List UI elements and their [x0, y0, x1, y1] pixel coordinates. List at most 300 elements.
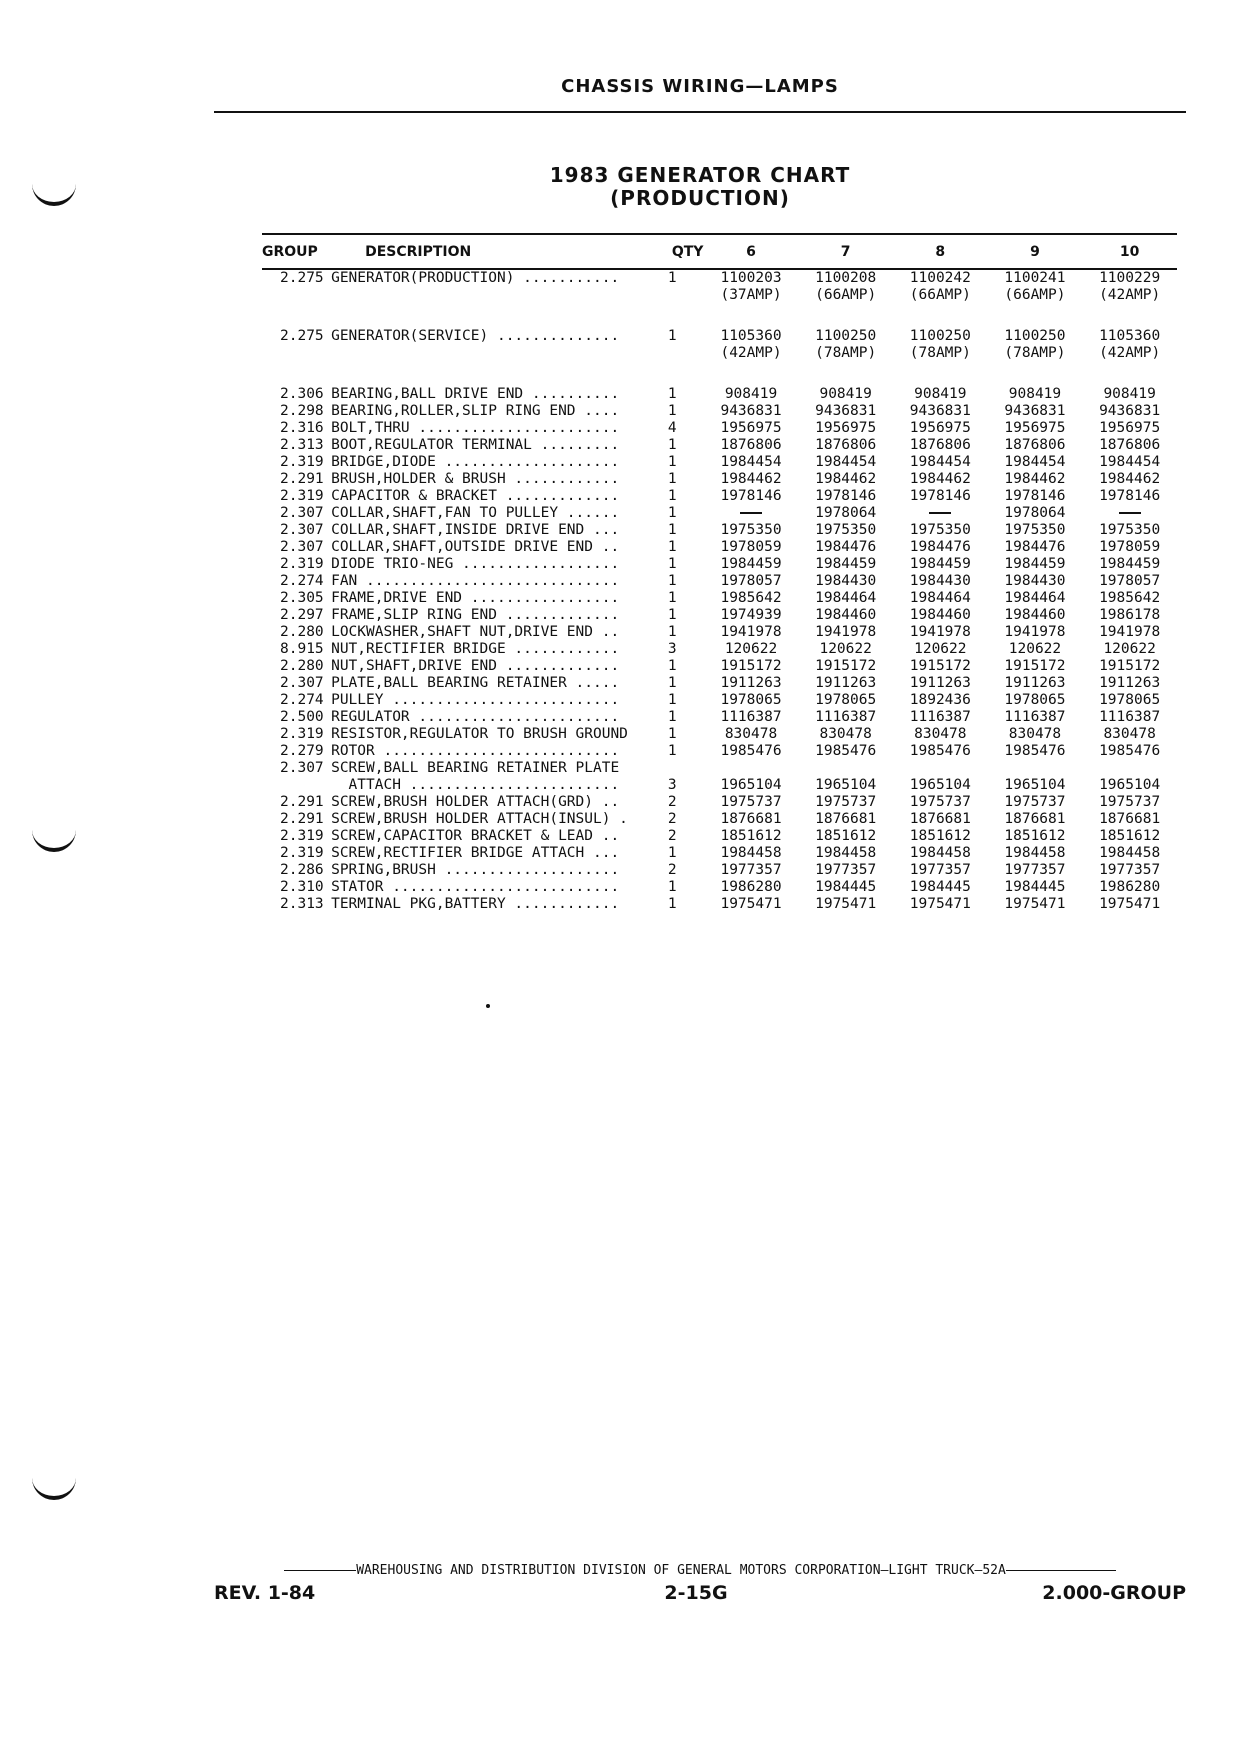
cell-part-number: (78AMP)	[909, 345, 971, 361]
cell-description: DIODE TRIO-NEG ..................	[331, 556, 628, 572]
footer-division-text: WAREHOUSING AND DISTRIBUTION DIVISION OF GENERAL MOTORS CORPORATION—LIGHT TRUCK—52A	[356, 1563, 1006, 1578]
cell-part-number: 1965104	[720, 777, 782, 793]
cell-description: BOLT,THRU .......................	[331, 420, 628, 436]
cell-qty: 1	[667, 675, 677, 691]
cell-qty	[666, 760, 704, 777]
cell-group: 2.307	[280, 522, 324, 538]
cell-description: BOOT,REGULATOR TERMINAL .........	[331, 437, 628, 453]
cell-part-number: 1984454	[1099, 454, 1161, 470]
cell-part-number: 1986178	[1099, 607, 1161, 623]
cell-part-number: 1975350	[815, 522, 877, 538]
cell-part-number: 1876806	[720, 437, 782, 453]
cell-part-number: 1984459	[1004, 556, 1066, 572]
cell-group: 2.307	[280, 760, 324, 776]
cell-part-number: 1851612	[815, 828, 877, 844]
cell-qty	[666, 287, 704, 304]
cell-part-number: 9436831	[1099, 403, 1161, 419]
cell-part-number: 1975471	[909, 896, 971, 912]
cell-part-number: 1984464	[815, 590, 877, 606]
table-row	[262, 287, 1177, 304]
cell-description: BRUSH,HOLDER & BRUSH ............	[331, 471, 628, 487]
cell-part-number: 1876806	[1004, 437, 1066, 453]
cell-part-number: (66AMP)	[1004, 287, 1066, 303]
cell-description: BEARING,ROLLER,SLIP RING END ....	[331, 403, 628, 419]
cell-part-number: 908419	[1008, 386, 1062, 402]
cell-part-number: (42AMP)	[1099, 345, 1161, 361]
cell-part-number: 1984430	[815, 573, 877, 589]
cell-description: COLLAR,SHAFT,OUTSIDE DRIVE END ..	[331, 539, 628, 555]
cell-part-number	[1082, 760, 1177, 777]
cell-part-number: 830478	[724, 726, 778, 742]
cell-description: NUT,SHAFT,DRIVE END .............	[331, 658, 628, 674]
cell-description: BRIDGE,DIODE ....................	[331, 454, 628, 470]
cell-part-number: 1956975	[720, 420, 782, 436]
cell-part-number: 1984458	[909, 845, 971, 861]
cell-qty: 1	[667, 488, 677, 504]
cell-group: 2.275	[280, 270, 324, 286]
cell-part-number: 1984476	[1004, 539, 1066, 555]
cell-group: 2.280	[280, 658, 324, 674]
table-row	[262, 471, 1177, 488]
cell-part-number: 1975737	[1099, 794, 1161, 810]
cell-description: ATTACH ........................	[331, 777, 628, 793]
cell-part-number: 9436831	[1004, 403, 1066, 419]
cell-group: 2.279	[280, 743, 324, 759]
cell-part-number: 1978059	[720, 539, 782, 555]
cell-description: SCREW,RECTIFIER BRIDGE ATTACH ...	[331, 845, 628, 861]
cell-part-number: 1851612	[720, 828, 782, 844]
cell-part-number: 1978064	[815, 505, 877, 521]
cell-group: 2.310	[280, 879, 324, 895]
cell-group: 2.319	[280, 488, 324, 504]
table-row	[262, 794, 1177, 811]
cell-part-number	[893, 505, 988, 522]
cell-description: RESISTOR,REGULATOR TO BRUSH GROUND	[331, 726, 637, 742]
cell-description: GENERATOR(SERVICE) ..............	[331, 328, 628, 344]
cell-part-number: (66AMP)	[909, 287, 971, 303]
cell-qty: 3	[667, 777, 677, 793]
cell-part-number: 1911263	[720, 675, 782, 691]
cell-part-number: 1978057	[720, 573, 782, 589]
cell-group	[262, 345, 325, 362]
cell-part-number: 1975350	[909, 522, 971, 538]
cell-qty: 1	[667, 556, 677, 572]
chart-title-line-2: (PRODUCTION)	[610, 186, 790, 210]
cell-description: TERMINAL PKG,BATTERY ............	[331, 896, 628, 912]
cell-part-number: 1956975	[1004, 420, 1066, 436]
cell-part-number: 1978064	[1004, 505, 1066, 521]
cell-part-number: (42AMP)	[720, 345, 782, 361]
cell-part-number: 1984464	[909, 590, 971, 606]
cell-part-number: 1984460	[815, 607, 877, 623]
cell-part-number: 1876681	[815, 811, 877, 827]
cell-part-number: 1911263	[1099, 675, 1161, 691]
table-row	[262, 403, 1177, 420]
column-header-qty: QTY	[666, 234, 704, 269]
cell-qty: 1	[667, 471, 677, 487]
cell-group: 2.319	[280, 828, 324, 844]
table-row	[262, 556, 1177, 573]
cell-part-number: 1851612	[1004, 828, 1066, 844]
table-row	[262, 743, 1177, 760]
cell-part-number: 908419	[914, 386, 967, 402]
cell-part-number: 1978065	[720, 692, 782, 708]
cell-description: REGULATOR .......................	[331, 709, 628, 725]
cell-part-number: 1116387	[815, 709, 877, 725]
cell-part-number: 1978146	[720, 488, 782, 504]
cell-part-number: 1876681	[720, 811, 782, 827]
cell-part-number	[704, 760, 799, 777]
cell-group: 8.915	[280, 641, 324, 657]
cell-part-number	[988, 760, 1083, 777]
cell-part-number: 120622	[1008, 641, 1062, 657]
cell-group: 2.306	[280, 386, 324, 402]
cell-part-number: 830478	[1008, 726, 1062, 742]
cell-part-number: 830478	[1103, 726, 1156, 742]
cell-part-number: 1984445	[909, 879, 971, 895]
table-row	[262, 437, 1177, 454]
cell-part-number: 908419	[819, 386, 872, 402]
cell-description: COLLAR,SHAFT,FAN TO PULLEY ......	[331, 505, 628, 521]
cell-part-number: 1975471	[1099, 896, 1161, 912]
cell-part-number: 1985476	[909, 743, 971, 759]
cell-part-number: 1975471	[1004, 896, 1066, 912]
not-applicable-dash	[740, 512, 762, 514]
cell-description: ROTOR ...........................	[331, 743, 628, 759]
column-header-description: DESCRIPTION	[325, 234, 666, 269]
cell-part-number: 1984459	[815, 556, 877, 572]
cell-part-number: 1965104	[1099, 777, 1161, 793]
cell-part-number	[893, 760, 988, 777]
cell-part-number: 1984462	[1099, 471, 1161, 487]
cell-part-number: 1100250	[815, 328, 877, 344]
cell-part-number: 1984445	[815, 879, 877, 895]
cell-qty: 1	[667, 522, 677, 538]
cell-part-number: 1915172	[815, 658, 877, 674]
header-rule	[214, 111, 1186, 113]
cell-part-number: 1978146	[909, 488, 971, 504]
cell-part-number: 1941978	[815, 624, 877, 640]
cell-group: 2.319	[280, 556, 324, 572]
cell-part-number: 1915172	[909, 658, 971, 674]
cell-part-number: 1956975	[815, 420, 877, 436]
cell-group: 2.307	[280, 675, 324, 691]
cell-part-number: 1975737	[1004, 794, 1066, 810]
cell-part-number: 1984454	[1004, 454, 1066, 470]
cell-part-number: 908419	[1103, 386, 1156, 402]
cell-qty: 1	[667, 658, 677, 674]
cell-description: BEARING,BALL DRIVE END ..........	[331, 386, 628, 402]
cell-qty: 1	[667, 590, 677, 606]
cell-group: 2.307	[280, 539, 324, 555]
cell-part-number: 1984430	[909, 573, 971, 589]
cell-part-number: 1941978	[720, 624, 782, 640]
cell-part-number: 1984445	[1004, 879, 1066, 895]
cell-qty: 2	[667, 862, 677, 878]
cell-description: SCREW,BALL BEARING RETAINER PLATE	[331, 760, 620, 776]
cell-group: 2.286	[280, 862, 324, 878]
cell-part-number: 1978065	[1004, 692, 1066, 708]
cell-part-number: 1100208	[815, 270, 877, 286]
cell-part-number: 1978059	[1099, 539, 1161, 555]
cell-qty: 1	[667, 896, 677, 912]
cell-part-number: 830478	[819, 726, 872, 742]
cell-part-number: 1100250	[909, 328, 971, 344]
cell-qty: 1	[667, 539, 677, 555]
cell-qty: 2	[667, 794, 677, 810]
cell-description: COLLAR,SHAFT,INSIDE DRIVE END ...	[331, 522, 628, 538]
cell-part-number: 1984462	[1004, 471, 1066, 487]
cell-group: 2.307	[280, 505, 324, 521]
table-row	[262, 692, 1177, 709]
cell-qty: 1	[667, 607, 677, 623]
cell-part-number: 1984458	[720, 845, 782, 861]
cell-description: LOCKWASHER,SHAFT NUT,DRIVE END ..	[331, 624, 628, 640]
cell-part-number: 1100242	[909, 270, 971, 286]
cell-part-number: 1975471	[720, 896, 782, 912]
cell-group: 2.274	[280, 692, 324, 708]
cell-group: 2.316	[280, 420, 324, 436]
cell-description	[325, 345, 666, 362]
table-row	[262, 862, 1177, 879]
cell-part-number: 1911263	[909, 675, 971, 691]
table-row	[262, 675, 1177, 692]
cell-part-number: 1965104	[909, 777, 971, 793]
cell-part-number: 1985476	[1099, 743, 1161, 759]
cell-part-number: 1116387	[1004, 709, 1066, 725]
cell-group: 2.291	[280, 794, 324, 810]
cell-part-number: 1984458	[1004, 845, 1066, 861]
cell-group: 2.275	[280, 328, 324, 344]
cell-qty: 1	[667, 573, 677, 589]
cell-part-number: (37AMP)	[720, 287, 782, 303]
cell-description: PLATE,BALL BEARING RETAINER .....	[331, 675, 628, 691]
cell-qty: 1	[667, 437, 677, 453]
table-row	[262, 845, 1177, 862]
cell-part-number: 9436831	[720, 403, 782, 419]
cell-part-number: 120622	[724, 641, 778, 657]
cell-qty	[666, 345, 704, 362]
cell-qty: 1	[667, 328, 677, 344]
cell-part-number: 1984462	[909, 471, 971, 487]
not-applicable-dash	[1119, 512, 1141, 514]
cell-group: 2.319	[280, 845, 324, 861]
cell-qty: 1	[667, 879, 677, 895]
cell-qty: 3	[667, 641, 677, 657]
cell-description: SCREW,BRUSH HOLDER ATTACH(INSUL) .	[331, 811, 637, 827]
cell-part-number: 1941978	[1004, 624, 1066, 640]
cell-part-number: 1876806	[909, 437, 971, 453]
cell-qty: 1	[667, 505, 677, 521]
cell-part-number: 1105360	[720, 328, 782, 344]
cell-description: SCREW,BRUSH HOLDER ATTACH(GRD) ..	[331, 794, 628, 810]
cell-part-number: 1984454	[815, 454, 877, 470]
cell-group: 2.291	[280, 471, 324, 487]
table-row	[262, 828, 1177, 845]
cell-group: 2.297	[280, 607, 324, 623]
table-row	[262, 269, 1177, 287]
cell-group: 2.280	[280, 624, 324, 640]
cell-part-number: 1978146	[1099, 488, 1161, 504]
cell-part-number: 1984458	[1099, 845, 1161, 861]
table-header-row	[262, 234, 1177, 269]
cell-qty: 1	[667, 403, 677, 419]
cell-part-number: 1975471	[815, 896, 877, 912]
cell-qty: 2	[667, 811, 677, 827]
cell-description: STATOR ..........................	[331, 879, 628, 895]
cell-group: 2.274	[280, 573, 324, 589]
cell-part-number: 908419	[724, 386, 778, 402]
footer-division-line	[214, 1563, 1186, 1578]
table-row	[262, 386, 1177, 403]
footer-page-number: 2-15G	[664, 1582, 728, 1604]
cell-qty: 1	[667, 270, 677, 286]
cell-part-number	[798, 760, 893, 777]
cell-part-number: 1984460	[909, 607, 971, 623]
cell-qty: 4	[667, 420, 677, 436]
table-row	[262, 641, 1177, 658]
table-row	[262, 624, 1177, 641]
cell-part-number: 1100229	[1099, 270, 1161, 286]
table-spacer-row	[262, 304, 1177, 328]
cell-part-number: 1851612	[909, 828, 971, 844]
cell-part-number: 1975737	[720, 794, 782, 810]
cell-part-number: 1984459	[720, 556, 782, 572]
cell-part-number: 1984464	[1004, 590, 1066, 606]
column-header-group: GROUP	[262, 234, 325, 269]
binder-hole-bottom	[32, 1470, 76, 1500]
cell-part-number	[704, 505, 799, 522]
column-header-6: 6	[704, 234, 799, 269]
chart-title-line-1: 1983 GENERATOR CHART	[549, 163, 851, 187]
cell-part-number: 1977357	[720, 862, 782, 878]
cell-part-number: 1116387	[909, 709, 971, 725]
cell-part-number: 1941978	[909, 624, 971, 640]
cell-description: FRAME,SLIP RING END .............	[331, 607, 628, 623]
cell-qty: 1	[667, 726, 677, 742]
table-row	[262, 328, 1177, 345]
cell-part-number: 1977357	[1004, 862, 1066, 878]
column-header-8: 8	[893, 234, 988, 269]
cell-part-number: 1956975	[909, 420, 971, 436]
cell-part-number: 1975350	[1099, 522, 1161, 538]
cell-description: SCREW,CAPACITOR BRACKET & LEAD ..	[331, 828, 628, 844]
binder-hole-top	[32, 176, 76, 206]
cell-part-number: 120622	[914, 641, 967, 657]
cell-part-number: 1892436	[909, 692, 971, 708]
cell-part-number: 9436831	[909, 403, 971, 419]
column-header-10: 10	[1082, 234, 1177, 269]
table-row	[262, 505, 1177, 522]
footer-revision: REV. 1-84	[214, 1582, 316, 1604]
cell-part-number: 1911263	[1004, 675, 1066, 691]
cell-part-number: 1985476	[720, 743, 782, 759]
cell-part-number: 1978146	[1004, 488, 1066, 504]
table-body	[262, 269, 1177, 913]
cell-qty: 1	[667, 692, 677, 708]
cell-group: 2.298	[280, 403, 324, 419]
table-row	[262, 522, 1177, 539]
cell-description: SPRING,BRUSH ....................	[331, 862, 628, 878]
cell-part-number: 1984462	[815, 471, 877, 487]
table-row	[262, 760, 1177, 777]
cell-part-number: 1984459	[909, 556, 971, 572]
cell-part-number: 1100241	[1004, 270, 1066, 286]
table-row	[262, 726, 1177, 743]
cell-group	[262, 287, 325, 304]
cell-part-number	[1082, 505, 1177, 522]
cell-part-number: 1984430	[1004, 573, 1066, 589]
table-row	[262, 811, 1177, 828]
cell-part-number: 1978057	[1099, 573, 1161, 589]
cell-part-number: 1915172	[1004, 658, 1066, 674]
cell-part-number: 1978146	[815, 488, 877, 504]
cell-part-number: 1984462	[720, 471, 782, 487]
cell-qty: 1	[667, 845, 677, 861]
cell-part-number: 1116387	[1099, 709, 1161, 725]
cell-part-number: 1978065	[815, 692, 877, 708]
cell-part-number: 1876806	[815, 437, 877, 453]
cell-description: NUT,RECTIFIER BRIDGE ............	[331, 641, 628, 657]
cell-qty: 2	[667, 828, 677, 844]
cell-description: FAN .............................	[331, 573, 628, 589]
cell-part-number: 1975350	[720, 522, 782, 538]
cell-qty: 1	[667, 386, 677, 402]
cell-part-number: 1876681	[909, 811, 971, 827]
cell-part-number: (78AMP)	[815, 345, 877, 361]
cell-part-number: 1978065	[1099, 692, 1161, 708]
cell-part-number: 1100250	[1004, 328, 1066, 344]
cell-part-number: 1965104	[815, 777, 877, 793]
table-row	[262, 896, 1177, 913]
cell-part-number: 830478	[914, 726, 967, 742]
cell-qty: 1	[667, 709, 677, 725]
cell-part-number: 1116387	[720, 709, 782, 725]
cell-group: 2.500	[280, 709, 324, 725]
cell-part-number: 1984454	[909, 454, 971, 470]
cell-description: PULLEY ..........................	[331, 692, 628, 708]
cell-part-number: 1984476	[815, 539, 877, 555]
cell-part-number: 1984459	[1099, 556, 1161, 572]
cell-part-number: (66AMP)	[815, 287, 877, 303]
table-row	[262, 777, 1177, 794]
cell-part-number: 1911263	[815, 675, 877, 691]
not-applicable-dash	[929, 512, 951, 514]
cell-part-number: 1956975	[1099, 420, 1161, 436]
cell-group	[262, 777, 325, 794]
cell-part-number: 120622	[819, 641, 872, 657]
cell-part-number: 1974939	[720, 607, 782, 623]
table-row	[262, 573, 1177, 590]
table-row	[262, 488, 1177, 505]
cell-part-number: 1977357	[815, 862, 877, 878]
cell-qty: 1	[667, 454, 677, 470]
cell-group: 2.291	[280, 811, 324, 827]
binder-hole-middle	[32, 822, 76, 852]
stray-mark	[486, 1004, 490, 1008]
table-row	[262, 420, 1177, 437]
cell-part-number: 9436831	[815, 403, 877, 419]
cell-qty: 1	[667, 624, 677, 640]
running-head: CHASSIS WIRING—LAMPS	[561, 76, 839, 97]
cell-part-number: 1965104	[1004, 777, 1066, 793]
cell-part-number: 1975737	[909, 794, 971, 810]
cell-part-number: 1105360	[1099, 328, 1161, 344]
cell-part-number: 1100203	[720, 270, 782, 286]
cell-part-number: 1985642	[1099, 590, 1161, 606]
column-header-9: 9	[988, 234, 1083, 269]
cell-part-number: 1977357	[1099, 862, 1161, 878]
